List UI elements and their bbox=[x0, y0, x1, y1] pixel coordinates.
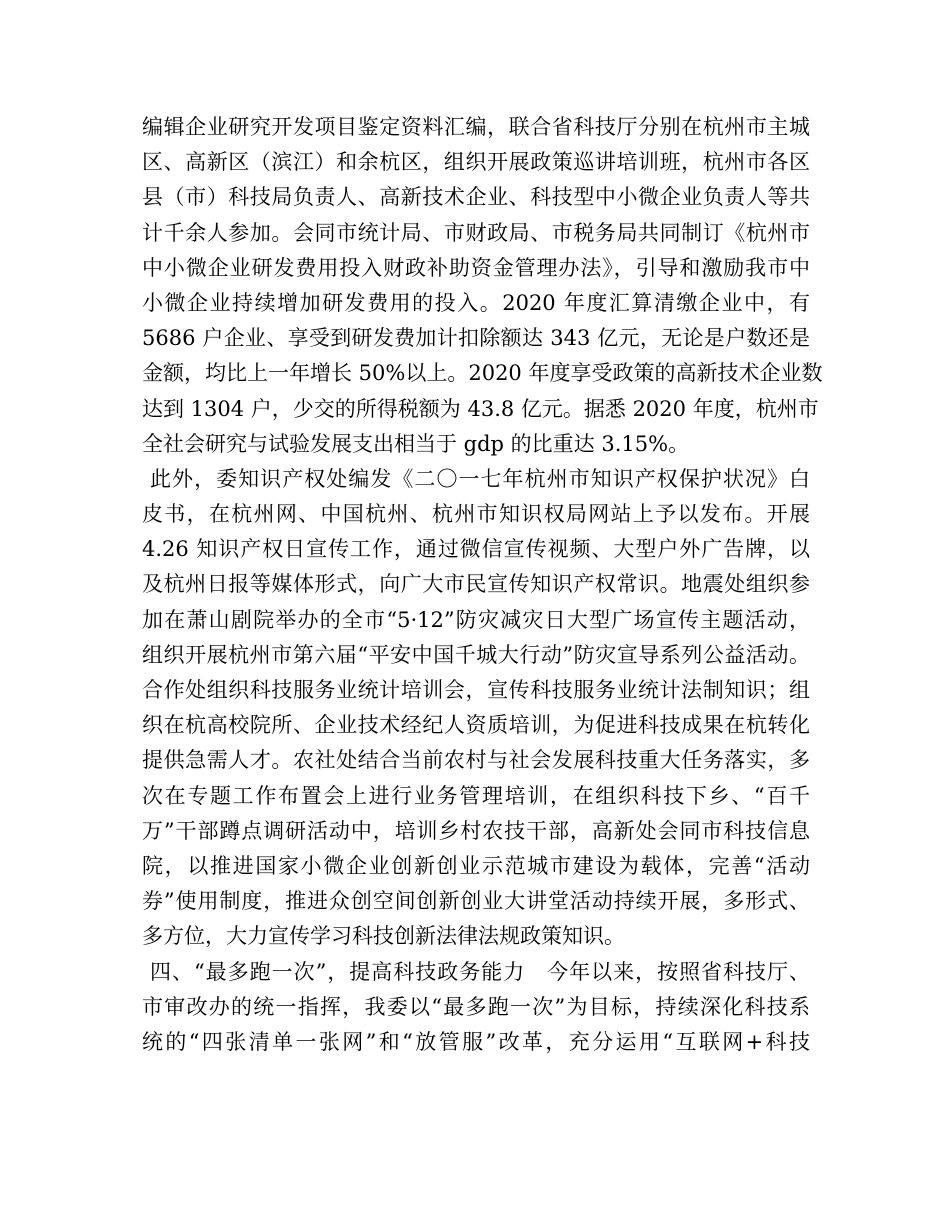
text-line: 合作处组织科技服务业统计培训会，宣传科技服务业统计法制知识；组 bbox=[142, 678, 810, 702]
text-line: 达到 1304 户，少交的所得税额为 43.8 亿元。据悉 2020 年度，杭州市 bbox=[142, 396, 819, 421]
text-line: 统的“四张清单一张网”和“放管服”改革，充分运用“互联网+科技 bbox=[142, 1029, 810, 1054]
text-line: 加在萧山剧院举办的全市“5·12”防灾减灾日大型广场宣传主题活动， bbox=[142, 607, 810, 632]
text-line: 及杭州日报等媒体形式，向广大市民宣传知识产权常识。地震处组织参 bbox=[142, 572, 810, 597]
text-line: 全社会研究与试验发展支出相当于 gdp 的比重达 3.15%。 bbox=[142, 431, 690, 456]
text-line: 中小微企业研发费用投入财政补助资金管理办法》，引导和激励我市中 bbox=[142, 255, 810, 280]
text-line: 此外，委知识产权处编发《二〇一七年杭州市知识产权保护状况》白 bbox=[150, 466, 810, 491]
text-line: 组织开展杭州市第六届“平安中国千城大行动”防灾宣导系列公益活动。 bbox=[142, 642, 810, 667]
text-line: 编辑企业研究开发项目鉴定资料汇编，联合省科技厅分别在杭州市主城 bbox=[142, 115, 810, 139]
text-line: 金额，均比上一年增长 50%以上。2020 年度享受政策的高新技术企业数 bbox=[142, 361, 823, 386]
text-line: 四、“最多跑一次”，提高科技政务能力 今年以来，按照省科技厅、 bbox=[150, 959, 810, 984]
text-line: 券”使用制度，推进众创空间创新创业大讲堂活动持续开展，多形式、 bbox=[142, 889, 810, 914]
text-line: 次在专题工作布置会上进行业务管理培训，在组织科技下乡、“百千 bbox=[142, 783, 810, 808]
text-line: 计千余人参加。会同市统计局、市财政局、市税务局共同制订《杭州市 bbox=[142, 220, 810, 245]
text-line: 市审改办的统一指挥，我委以“最多跑一次”为目标，持续深化科技系 bbox=[142, 994, 810, 1019]
text-line: 县（市）科技局负责人、高新技术企业、科技型中小微企业负责人等共 bbox=[142, 185, 810, 210]
text-line: 皮书，在杭州网、中国杭州、杭州市知识权局网站上予以发布。开展 bbox=[142, 502, 810, 527]
text-line: 多方位，大力宣传学习科技创新法律法规政策知识。 bbox=[142, 924, 625, 949]
text-line: 院，以推进国家小微企业创新创业示范城市建设为载体，完善“活动 bbox=[142, 853, 810, 878]
text-line: 4.26 知识产权日宣传工作，通过微信宣传视频、大型户外广告牌，以 bbox=[142, 537, 810, 562]
text-line: 小微企业持续增加研发费用的投入。2020 年度汇算清缴企业中，有 bbox=[142, 290, 810, 315]
text-line: 提供急需人才。农社处结合当前农村与社会发展科技重大任务落实，多 bbox=[142, 748, 810, 773]
text-line: 5686 户企业、享受到研发费加计扣除额达 343 亿元，无论是户数还是 bbox=[142, 326, 810, 351]
text-line: 区、高新区（滨江）和余杭区，组织开展政策巡讲培训班，杭州市各区 bbox=[142, 150, 810, 175]
text-line: 万”干部蹲点调研活动中，培训乡村农技干部，高新处会同市科技信息 bbox=[142, 818, 810, 843]
text-line: 织在杭高校院所、企业技术经纪人资质培训，为促进科技成果在杭转化 bbox=[142, 713, 810, 738]
document-body bbox=[142, 110, 823, 1060]
